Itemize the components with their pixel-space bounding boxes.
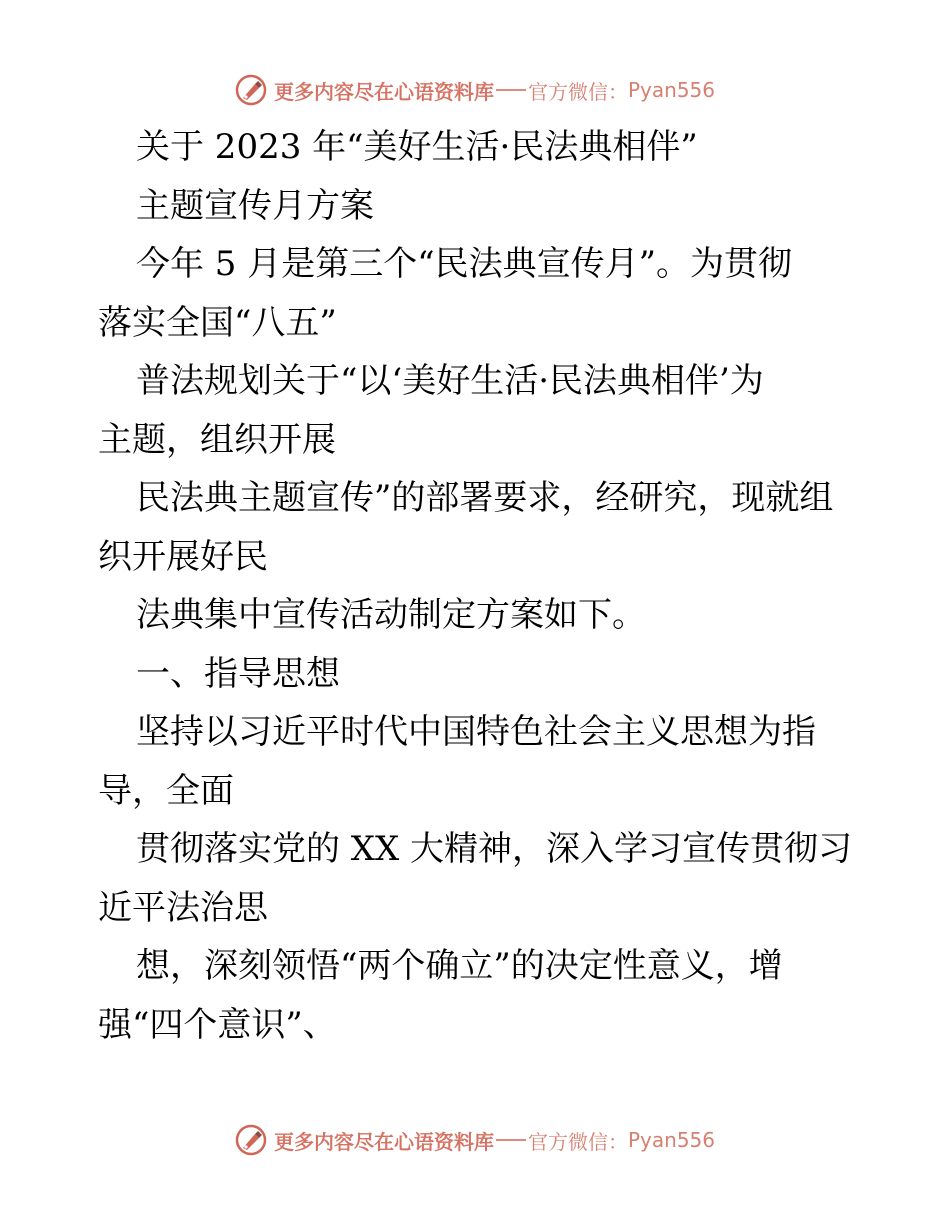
- doc-line: 今年 5 月是第三个“民法典宣传月”。为贯彻: [136, 244, 793, 284]
- banner-contact-label: 官方微信：: [528, 1129, 628, 1154]
- doc-line: 落实全国“八五”: [98, 302, 337, 343]
- banner-contact-id: Pyan556: [628, 1128, 716, 1152]
- banner-brand-text: 更多内容尽在心语资料库: [274, 1129, 494, 1154]
- pen-nib-logo-icon: [234, 73, 268, 107]
- doc-line: 近平法治思: [98, 887, 268, 928]
- banner-dash: [496, 1139, 526, 1141]
- doc-line: 普法规划关于“以‘美好生活·民法典相伴’为: [136, 361, 764, 401]
- doc-line: 法典集中宣传活动制定方案如下。: [136, 595, 646, 635]
- footer-banner: [234, 1122, 715, 1158]
- doc-line: 想，深刻领悟“两个确立”的决定性意义，增: [136, 946, 783, 986]
- doc-line-title-1: 关于 2023 年“美好生活·民法典相伴”: [136, 127, 698, 167]
- pen-nib-logo-icon: [234, 1123, 268, 1157]
- banner-dash: [496, 89, 526, 91]
- doc-line: 导，全面: [98, 770, 234, 811]
- doc-line-title-2: 主题宣传月方案: [136, 185, 374, 226]
- header-banner: [234, 72, 715, 108]
- doc-line: 民法典主题宣传”的部署要求，经研究，现就组: [136, 478, 834, 518]
- banner-brand-text: 更多内容尽在心语资料库: [274, 79, 494, 104]
- banner-contact-label: 官方微信：: [528, 79, 628, 104]
- doc-line: 坚持以习近平时代中国特色社会主义思想为指: [136, 712, 816, 752]
- section-heading-guiding-thought: 一、指导思想: [136, 653, 340, 694]
- doc-line: 强“四个意识”、: [98, 1004, 337, 1045]
- doc-line: 织开展好民: [98, 536, 268, 577]
- document-body: [98, 118, 858, 1054]
- banner-contact-id: Pyan556: [628, 78, 716, 102]
- doc-line: 贯彻落实党的 XX 大精神，深入学习宣传贯彻习: [136, 829, 853, 869]
- doc-line: 主题，组织开展: [98, 419, 336, 460]
